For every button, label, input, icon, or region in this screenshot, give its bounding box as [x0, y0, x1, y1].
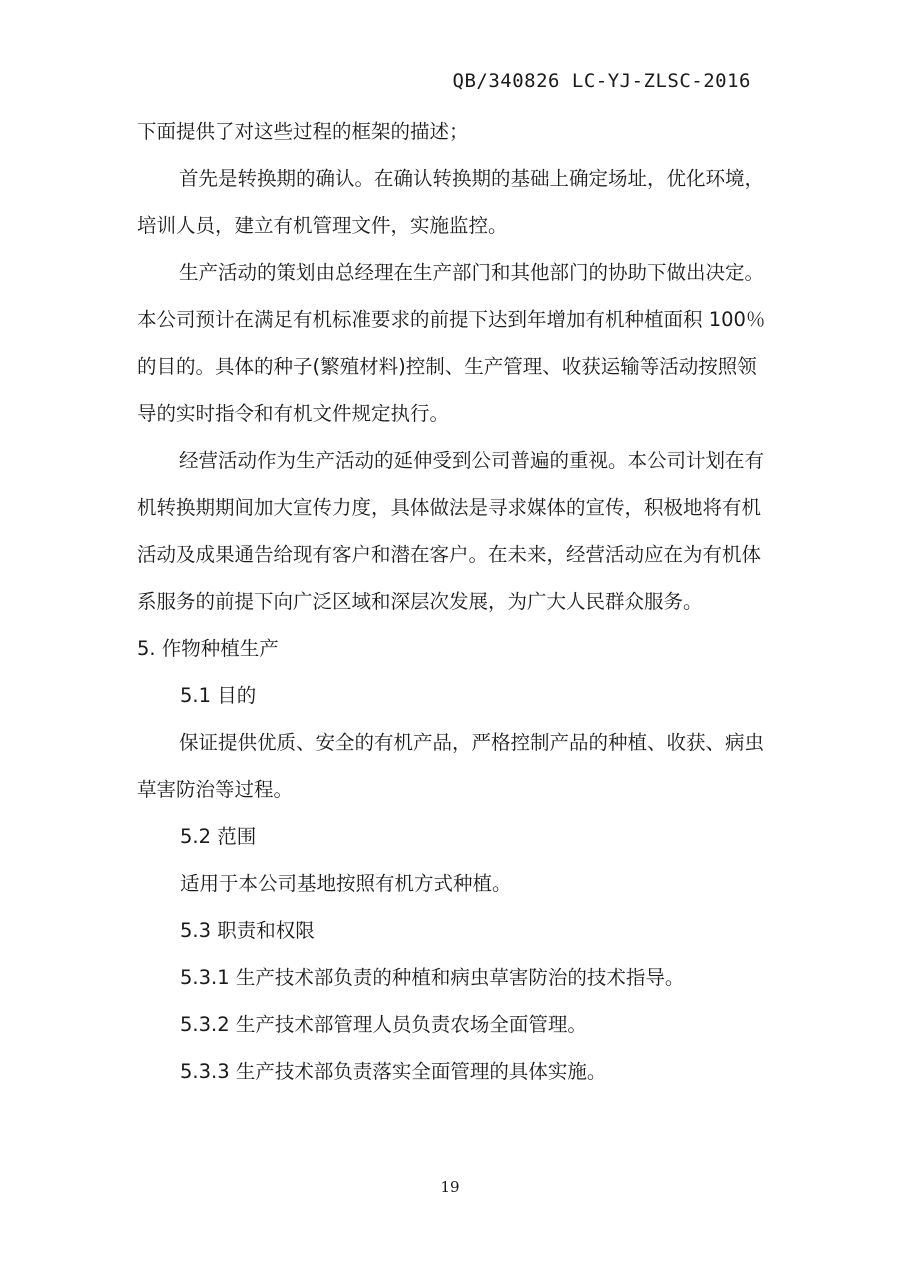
paragraph-conversion: 首先是转换期的确认。在确认转换期的基础上确定场址，优化环境，培训人员，建立有机管理文件，实施监控。	[137, 167, 765, 237]
section-5-1-heading: 5.1 目的	[180, 684, 257, 707]
document-body	[137, 108, 769, 1095]
paragraph-production: 生产活动的策划由总经理在生产部门和其他部门的协助下做出决定。本公司预计在满足有机标准要求的前提下达到年增加有机种植面积 100％的目的。具体的种子(繁殖材料)控制、生产管理、收获运输等活动按照领导的实时指令和有机文件规定执行。	[137, 261, 766, 425]
paragraph-intro: 下面提供了对这些过程的框架的描述；	[137, 120, 469, 143]
section-5-3-heading: 5.3 职责和权限	[180, 919, 315, 942]
section-5-heading: 5. 作物种植生产	[137, 637, 279, 660]
section-5-3-2-item: 5.3.2 生产技术部管理人员负责农场全面管理。	[180, 1013, 587, 1036]
section-5-2-heading: 5.2 范围	[180, 825, 257, 848]
section-5-3-1-item: 5.3.1 生产技术部负责的种植和病虫草害防治的技术指导。	[180, 966, 685, 989]
section-5-2-text: 适用于本公司基地按照有机方式种植。	[180, 872, 512, 895]
paragraph-operation: 经营活动作为生产活动的延伸受到公司普遍的重视。本公司计划在有机转换期期间加大宣传力度，具体做法是寻求媒体的宣传，积极地将有机活动及成果通告给现有客户和潜在客户。在未来，经营活动应在为有机体系服务的前提下向广泛区域和深层次发展，为广大人民群众服务。	[137, 449, 765, 613]
section-5-1-text: 保证提供优质、安全的有机产品，严格控制产品的种植、收获、病虫草害防治等过程。	[137, 731, 765, 801]
document-code: QB/340826 LC-YJ-ZLSC-2016	[452, 70, 751, 92]
page-number: 19	[440, 1178, 460, 1196]
section-5-3-3-item: 5.3.3 生产技术部负责落实全面管理的具体实施。	[180, 1060, 607, 1083]
